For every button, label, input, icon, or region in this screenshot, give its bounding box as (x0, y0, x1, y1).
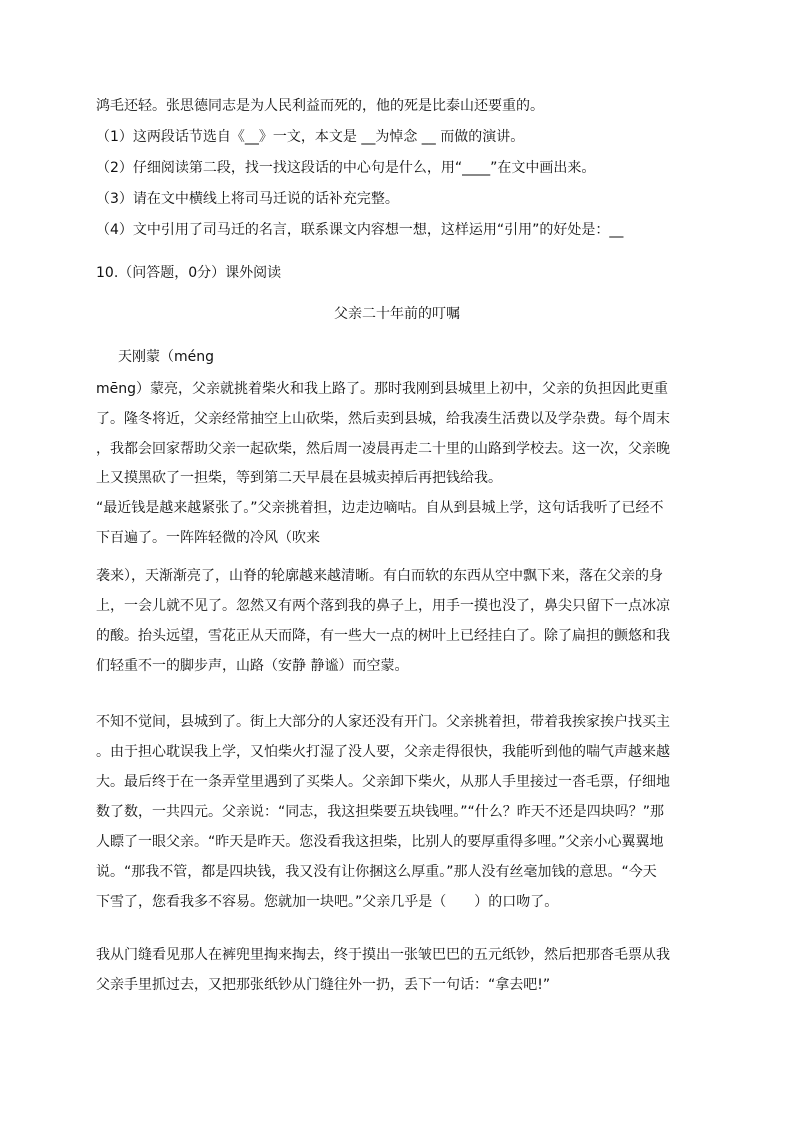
text-line: 不知不觉间，县城到了。街上大部分的人家还没有开门。父亲挑着担，带着我挨家挨户找买主 (96, 714, 670, 730)
text-line: 了。隆冬将近，父亲经常抽空上山砍柴，然后卖到县城，给我凑生活费以及学杂费。每个周末 (96, 411, 670, 427)
text-line: 们轻重不一的脚步声，山路（安静 静谧）而空蒙。 (96, 658, 409, 674)
text-line: 上又摸黑砍了一担柴，等到第二天早晨在县城卖掉后再把钱给我。 (96, 470, 502, 486)
text-line: ，我都会回家帮助父亲一起砍柴，然后周一凌晨再走二十里的山路到学校去。这一次，父亲晚 (96, 441, 670, 457)
question-4: （4）文中引用了司马迁的名言，联系课文内容想一想，这样运用“引用”的好处是：__ (96, 222, 624, 238)
text-line: 鸿毛还轻。张思德同志是为人民利益而死的，他的死是比泰山还要重的。 (96, 98, 544, 114)
text-line: 父亲手里抓过去，又把那张纸钞从门缝往外一扔，丢下一句话：“拿去吧!” (96, 977, 551, 993)
text-line: 。由于担心耽误我上学，又怕柴火打湿了没人要，父亲走得很快，我能听到他的喘气声越来越 (96, 744, 670, 760)
text-line: 的酸。抬头远望，雪花正从天而降，有一些大一点的树叶上已经挂白了。除了扁担的颤悠和我 (96, 628, 670, 644)
text-line: 我从门缝看见那人在裤兜里掏来掏去，终于摸出一张皱巴巴的五元纸钞，然后把那沓毛票从我 (96, 947, 670, 963)
text-line: 天刚蒙（méng (118, 349, 215, 365)
text-line: 袭来），天渐渐亮了，山脊的轮廓越来越清晰。有白而软的东西从空中飘下来，落在父亲的身 (96, 568, 663, 584)
text-line: 大。最后终于在一条弄堂里遇到了买柴人。父亲卸下柴火，从那人手里接过一沓毛票，仔细地 (96, 774, 670, 790)
text-line: mēng）蒙亮，父亲就挑着柴火和我上路了。那时我刚到县城里上初中，父亲的负担因此更重 (96, 381, 669, 397)
text-line: 下百遍了。一阵阵轻微的冷风（吹来 (96, 530, 320, 546)
text-line: 上，一会儿就不见了。忽然又有两个落到我的鼻子上，用手一摸也没了，鼻尖只留下一点冰凉 (96, 598, 670, 614)
text-line: “最近钱是越来越紧张了。”父亲挑着担，边走边嘀咕。自从到县城上学，这句话我听了已经不 (96, 500, 664, 516)
text-line: 数了数，一共四元。父亲说：“同志，我这担柴要五块钱哩。”“什么？昨天不还是四块吗？”那 (96, 804, 665, 820)
text-line: 说。“那我不管，都是四块钱，我又没有让你捆这么厚重。”那人没有丝毫加钱的意思。“今天 (96, 864, 657, 880)
question-3: （3）请在文中横线上将司马迁说的话补充完整。 (96, 191, 399, 207)
question-2: （2）仔细阅读第二段，找一找这段话的中心句是什么，用“____”在文中画出来。 (96, 160, 596, 176)
text-line: 人瞟了一眼父亲。“昨天是昨天。您没看我这担柴，比别人的要厚重得多哩。”父亲小心翼翼地 (96, 834, 664, 850)
section-heading: 10.（问答题，0分）课外阅读 (96, 265, 282, 281)
question-1: （1）这两段话节选自《__》一文，本文是 __为悼念 __ 而做的演讲。 (96, 129, 525, 145)
text-line: 下雪了，您看我多不容易。您就加一块吧。”父亲几乎是（ ）的口吻了。 (96, 894, 559, 910)
article-title: 父亲二十年前的叮嘱 (334, 306, 460, 322)
